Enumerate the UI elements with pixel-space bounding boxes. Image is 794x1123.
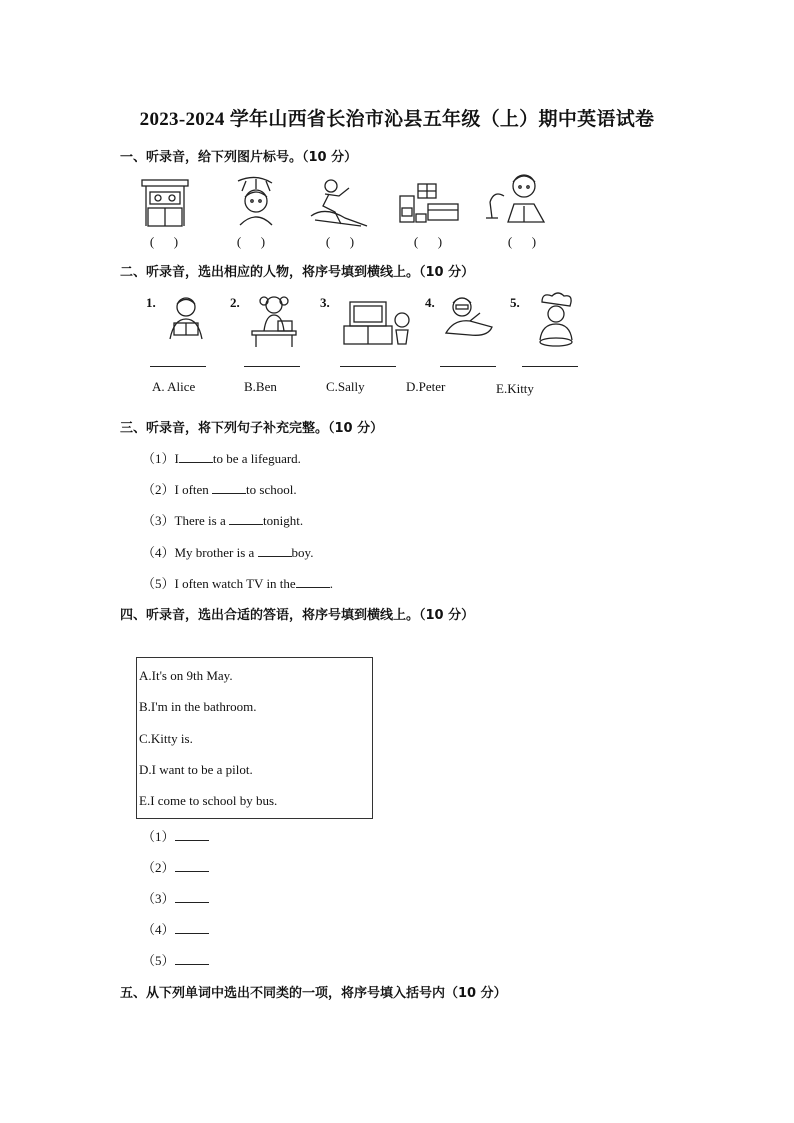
living-room-picture: [398, 182, 460, 228]
name-option-a: A. Alice: [152, 379, 196, 394]
sentence-3: （3）There is a tonight.: [142, 513, 304, 528]
swimmer-picture: [305, 176, 370, 228]
sentence-2: （2）I often to school.: [142, 482, 297, 497]
chef-picture: [528, 292, 582, 348]
section-1-heading: 一、听录音，给下列图片标号。（10 分）: [120, 150, 358, 165]
answer-paren-4[interactable]: ( ): [413, 234, 443, 249]
answer-option-a: A.It's on 9th May.: [139, 668, 233, 683]
answer-item-5: （5）: [142, 950, 209, 969]
item-number-4: 4.: [425, 295, 435, 310]
section-4-heading: 四、听录音，选出合适的答语，将序号填到横线上。（10 分）: [120, 608, 475, 623]
name-option-e: E.Kitty: [496, 381, 534, 396]
name-option-b: B.Ben: [244, 379, 277, 394]
answer-line-2[interactable]: [244, 366, 300, 367]
answer-line-5[interactable]: [522, 366, 578, 367]
pilot-picture: [440, 293, 496, 343]
section-2-heading: 二、听录音，选出相应的人物，将序号填到横线上。（10 分）: [120, 265, 475, 280]
answer-option-d: D.I want to be a pilot.: [139, 762, 253, 777]
blank-2[interactable]: [212, 493, 246, 494]
answer-item-2: （2）: [142, 857, 209, 876]
answer-item-4: （4）: [142, 919, 209, 938]
answer-blank-5[interactable]: [175, 964, 209, 965]
answer-blank-1[interactable]: [175, 840, 209, 841]
item-number-5: 5.: [510, 295, 520, 310]
blank-4[interactable]: [258, 556, 292, 557]
sentence-1: （1）I to be a lifeguard.: [142, 451, 301, 466]
answer-blank-2[interactable]: [175, 871, 209, 872]
answer-line-4[interactable]: [440, 366, 496, 367]
sentence-4: （4）My brother is a boy.: [142, 545, 314, 560]
kitchen-picture: [140, 178, 190, 228]
girl-at-desk-picture: [248, 293, 300, 347]
sentence-5: （5）I often watch TV in the .: [142, 576, 333, 591]
answer-line-1[interactable]: [150, 366, 206, 367]
answer-paren-2[interactable]: ( ): [236, 234, 266, 249]
boy-reading-picture: [484, 172, 550, 226]
answer-item-1: （1）: [142, 826, 209, 845]
name-option-c: C.Sally: [326, 379, 365, 394]
answer-option-e: E.I come to school by bus.: [139, 793, 278, 808]
blank-5[interactable]: [296, 587, 330, 588]
item-number-2: 2.: [230, 295, 240, 310]
item-number-3: 3.: [320, 295, 330, 310]
answer-option-b: B.I'm in the bathroom.: [139, 699, 257, 714]
blank-3[interactable]: [229, 524, 263, 525]
answer-paren-1[interactable]: ( ): [149, 234, 179, 249]
answer-line-3[interactable]: [340, 366, 396, 367]
shower-girl-picture: [228, 175, 283, 227]
answer-option-c: C.Kitty is.: [139, 731, 193, 746]
page-title: 2023-2024 学年山西省长治市沁县五年级（上）期中英语试卷: [139, 109, 655, 130]
section-3-heading: 三、听录音，将下列句子补充完整。（10 分）: [120, 421, 384, 436]
answer-blank-3[interactable]: [175, 902, 209, 903]
tv-cabinet-picture: [340, 296, 414, 348]
blank-1[interactable]: [179, 462, 213, 463]
section-5-heading: 五、从下列单词中选出不同类的一项，将序号填入括号内（10 分）: [120, 986, 507, 1001]
answer-blank-4[interactable]: [175, 933, 209, 934]
child-reading-picture: [160, 295, 212, 345]
answer-paren-3[interactable]: ( ): [325, 234, 355, 249]
answer-paren-5[interactable]: ( ): [507, 234, 537, 249]
name-option-d: D.Peter: [406, 379, 446, 394]
answer-item-3: （3）: [142, 888, 209, 907]
item-number-1: 1.: [146, 295, 156, 310]
